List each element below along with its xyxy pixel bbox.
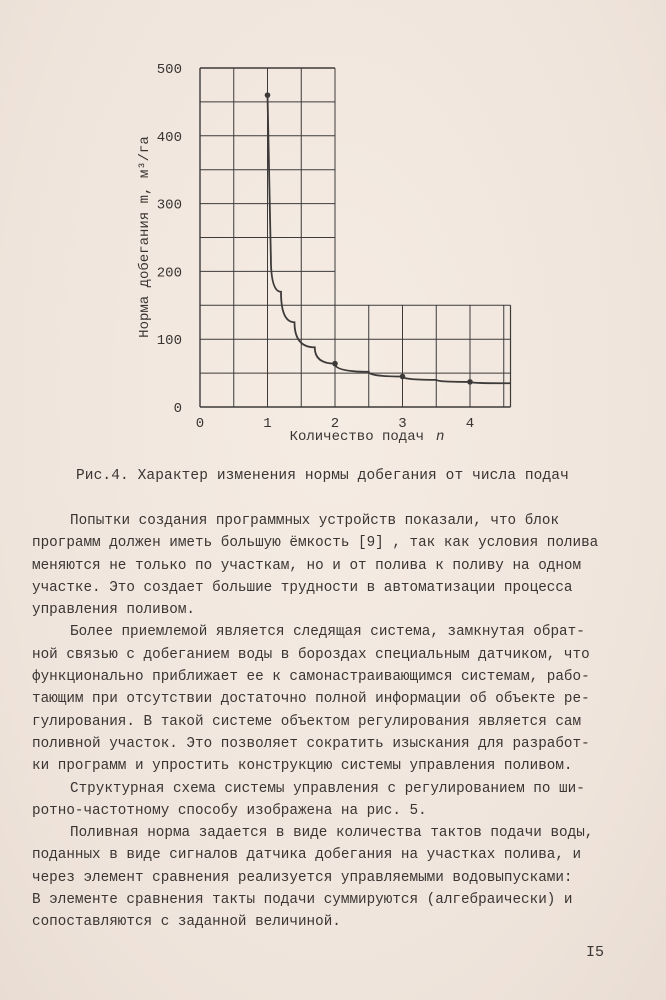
text-line: участке. Это создает большие трудности в автоматизации процесса bbox=[32, 579, 573, 596]
paragraph-3 bbox=[32, 778, 622, 823]
chart bbox=[0, 0, 666, 460]
text-line: управления поливом. bbox=[32, 602, 196, 619]
series-line bbox=[268, 95, 511, 383]
text-line: программ должен иметь большую ёмкость [9] , так как условия полива bbox=[32, 535, 599, 552]
body-text bbox=[32, 510, 622, 934]
chart-ticks bbox=[157, 62, 474, 432]
y-tick-label: 300 bbox=[156, 197, 182, 214]
data-point bbox=[332, 361, 338, 367]
x-tick-label: 1 bbox=[263, 416, 272, 432]
y-axis-label: Норма добегания m, м³/га bbox=[137, 136, 153, 338]
x-tick-label: 3 bbox=[398, 416, 407, 432]
text-line: Попытки создания программных устройств показали, что блок bbox=[70, 513, 560, 529]
text-line: поливной участок. Это позволяет сократить изыскания для разработ- bbox=[32, 735, 590, 752]
text-line: Поливная норма задается в виде количества тактов подачи воды, bbox=[70, 825, 594, 842]
y-tick-label: 100 bbox=[156, 333, 182, 350]
x-axis-label: Количество подач n bbox=[289, 429, 445, 445]
text-line: гулирования. В такой системе объектом регулирования является сам bbox=[32, 713, 582, 730]
text-line: тающим при отсутствии достаточно полной информации об объекте ре- bbox=[32, 691, 590, 708]
x-tick-label: 0 bbox=[195, 416, 205, 432]
text-line: через элемент сравнения реализуется управляемыми водовыпусками: bbox=[32, 869, 573, 886]
paragraph-4 bbox=[32, 822, 622, 933]
y-tick-label: 400 bbox=[156, 129, 182, 146]
paragraph-1 bbox=[32, 510, 622, 621]
text-line: меняются не только по участкам, но и от полива к поливу на одном bbox=[32, 557, 582, 574]
figure-caption: Рис.4. Характер изменения нормы добегания от числа подач bbox=[76, 468, 569, 484]
y-tick-label: 500 bbox=[156, 62, 182, 78]
data-point bbox=[467, 379, 473, 385]
x-tick-label: 2 bbox=[330, 416, 340, 432]
text-line: функционально приближает ее к самонастраивающимся системам, рабо- bbox=[32, 669, 590, 686]
y-tick-label: 200 bbox=[156, 265, 182, 282]
text-line: сопоставляются с заданной величиной. bbox=[32, 914, 341, 931]
data-point bbox=[265, 92, 271, 98]
paragraph-2 bbox=[32, 621, 622, 777]
chart-grid bbox=[200, 68, 511, 407]
text-line: ной связью с добеганием воды в бороздах специальным датчиком, что bbox=[32, 646, 590, 663]
text-line: Структурная схема системы управления с регулированием по ши- bbox=[70, 780, 585, 797]
text-line: В элементе сравнения такты подачи суммируются (алгебраически) и bbox=[32, 892, 573, 909]
text-line: поданных в виде сигналов датчика добегания на участках полива, и bbox=[32, 847, 582, 864]
data-point bbox=[400, 374, 406, 380]
text-line: ки программ и упростить конструкцию системы управления поливом. bbox=[32, 758, 573, 775]
x-tick-label: 4 bbox=[465, 416, 475, 432]
text-line: ротно-частотному способу изображена на рис. 5. bbox=[32, 802, 427, 819]
text-line: Более приемлемой является следящая система, замкнутая обрат- bbox=[70, 624, 585, 641]
page-number: I5 bbox=[586, 944, 605, 961]
y-tick-label: 0 bbox=[173, 401, 182, 417]
